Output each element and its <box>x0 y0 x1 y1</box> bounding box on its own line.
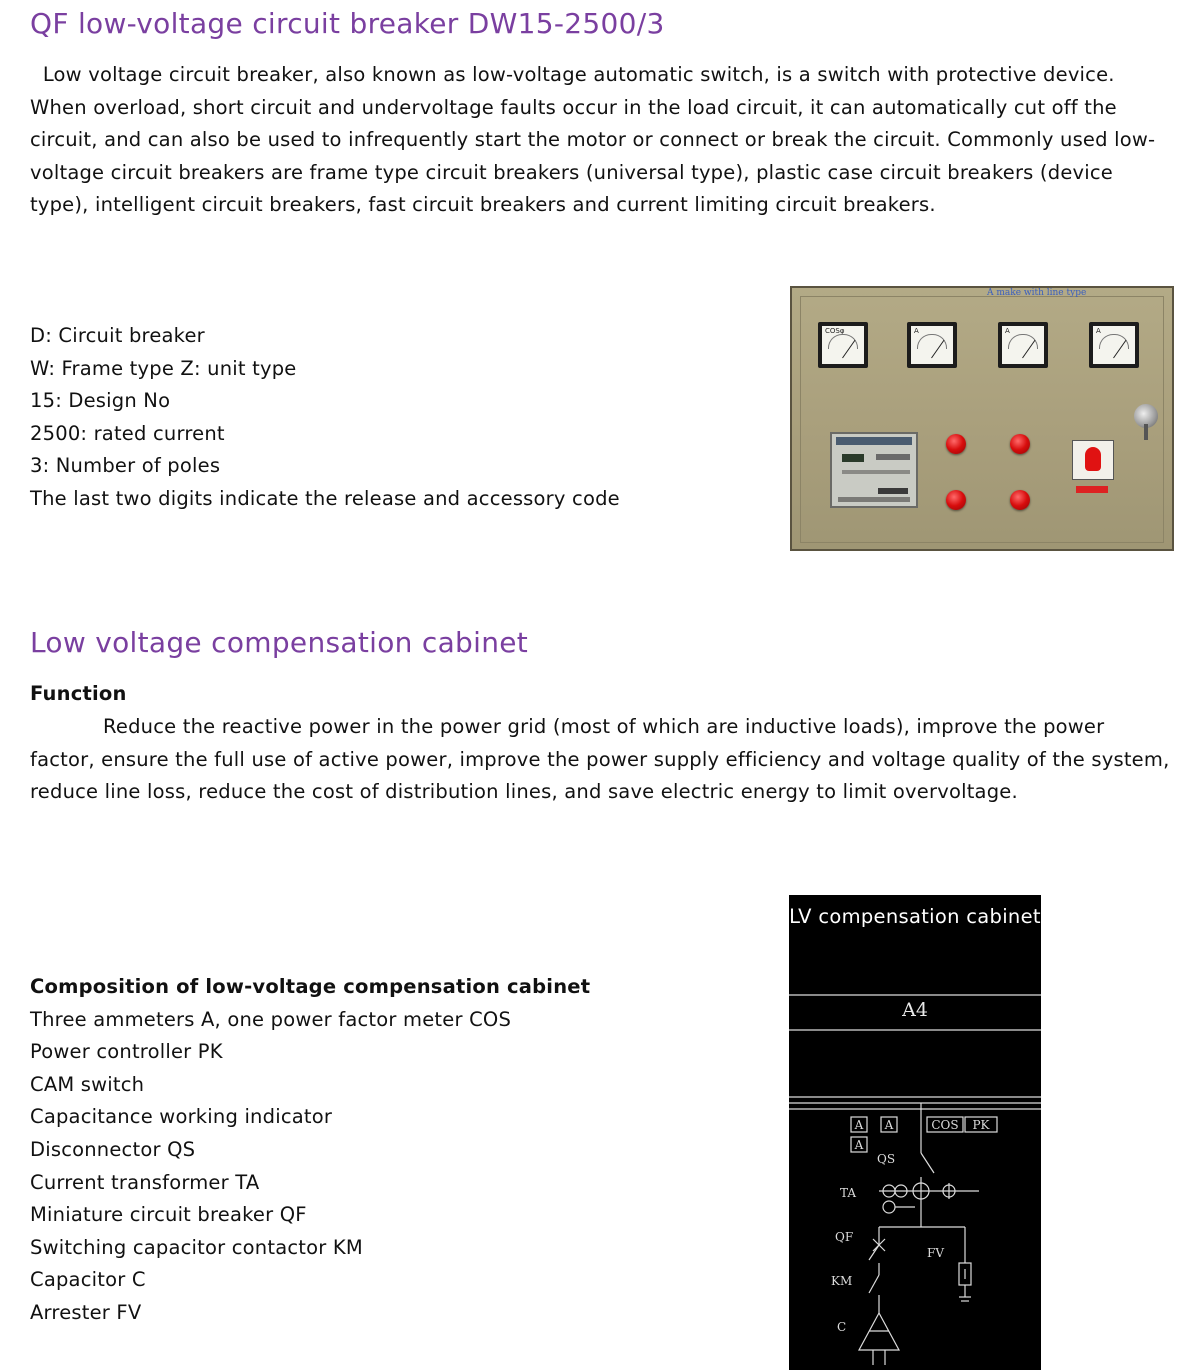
indicator-light-icon <box>946 434 966 454</box>
section-title: Low voltage compensation cabinet <box>30 626 529 659</box>
c-label: C <box>837 1320 847 1334</box>
meter-label: A <box>1096 327 1101 335</box>
cos-label: COS <box>931 1118 959 1132</box>
ammeter <box>998 322 1048 368</box>
compensation-cabinet-diagram <box>789 895 1041 1370</box>
ta-label: TA <box>840 1186 857 1200</box>
list-item: Miniature circuit breaker QF <box>30 1203 307 1227</box>
composition-heading: Composition of low-voltage compensation cabinet <box>30 975 591 998</box>
ct-symbol <box>883 1201 895 1213</box>
ammeter-label: A <box>854 1118 864 1132</box>
ammeter-label: A <box>884 1118 894 1132</box>
list-item: Power controller PK <box>30 1040 223 1064</box>
fv-label: FV <box>927 1246 944 1260</box>
photo-caption: A make with line type <box>987 288 1087 298</box>
qf-label: QF <box>835 1230 854 1244</box>
list-item: W: Frame type Z: unit type <box>30 356 297 380</box>
qs-label: QS <box>877 1152 896 1166</box>
disconnector-symbol <box>921 1153 934 1173</box>
function-heading: Function <box>30 682 127 705</box>
function-paragraph: Reduce the reactive power in the power grid (most of which are inductive loads), improve the power factor, ensure the full use of active power, improve the power supply efficiency and voltage quality of the system, reduce line loss, reduce the cost of distribution lines, and save electric energy to limit overvoltage. <box>30 715 1170 804</box>
ammeter-label: A <box>854 1138 864 1152</box>
cam-switch-icon <box>1072 440 1114 480</box>
list-item: Current transformer TA <box>30 1170 260 1194</box>
list-item: CAM switch <box>30 1072 145 1096</box>
list-item: D: Circuit breaker <box>30 324 205 347</box>
indicator-light-icon <box>1010 490 1030 510</box>
power-factor-meter <box>818 322 868 368</box>
composition-list <box>30 971 590 1330</box>
list-item: Switching capacitor contactor KM <box>30 1235 363 1259</box>
cabinet-code: A4 <box>902 999 928 1021</box>
list-item: Disconnector QS <box>30 1137 196 1161</box>
diagram-title: LV compensation cabinet <box>789 905 1041 928</box>
ammeter <box>1089 322 1139 368</box>
indicator-light-icon <box>946 490 966 510</box>
list-item: Three ammeters A, one power factor meter COS <box>30 1007 512 1031</box>
list-item: Capacitance working indicator <box>30 1105 333 1129</box>
list-item: 2500: rated current <box>30 421 225 445</box>
power-controller-device <box>830 432 918 508</box>
page-title: QF low-voltage circuit breaker DW15-2500/3 <box>30 7 665 40</box>
diagram-schematic <box>789 895 1041 1370</box>
meter-label: COSφ <box>825 327 845 335</box>
ammeter <box>907 322 957 368</box>
breaker-panel-photo <box>790 286 1174 551</box>
list-item: Capacitor C <box>30 1268 146 1292</box>
list-item: Arrester FV <box>30 1300 142 1324</box>
list-item: The last two digits indicate the release and accessory code <box>30 486 620 510</box>
meter-label: A <box>914 327 919 335</box>
key-icon <box>1144 424 1148 440</box>
list-item: 3: Number of poles <box>30 454 221 478</box>
contactor-symbol <box>869 1275 879 1293</box>
indicator-light-icon <box>1010 434 1030 454</box>
intro-paragraph: Low voltage circuit breaker, also known as low-voltage automatic switch, is a switch with protective device. When overload, short circuit and undervoltage faults occur in the load circuit, it can automatically cut off the circuit, and can also be used to infrequently start the motor or connect or break the circuit. Commonly used low-voltage circuit breakers are frame type circuit breakers (universal type), plastic case circuit breakers (device type), intelligent circuit breakers, fast circuit breakers and current limiting circuit breakers. <box>30 63 1156 217</box>
list-item: 15: Design No <box>30 389 171 413</box>
meter-label: A <box>1005 327 1010 335</box>
switch-tag <box>1076 486 1108 493</box>
code-meaning-list <box>30 320 620 516</box>
pk-label: PK <box>972 1118 990 1132</box>
breaker-symbol <box>869 1245 879 1260</box>
km-label: KM <box>831 1274 853 1288</box>
